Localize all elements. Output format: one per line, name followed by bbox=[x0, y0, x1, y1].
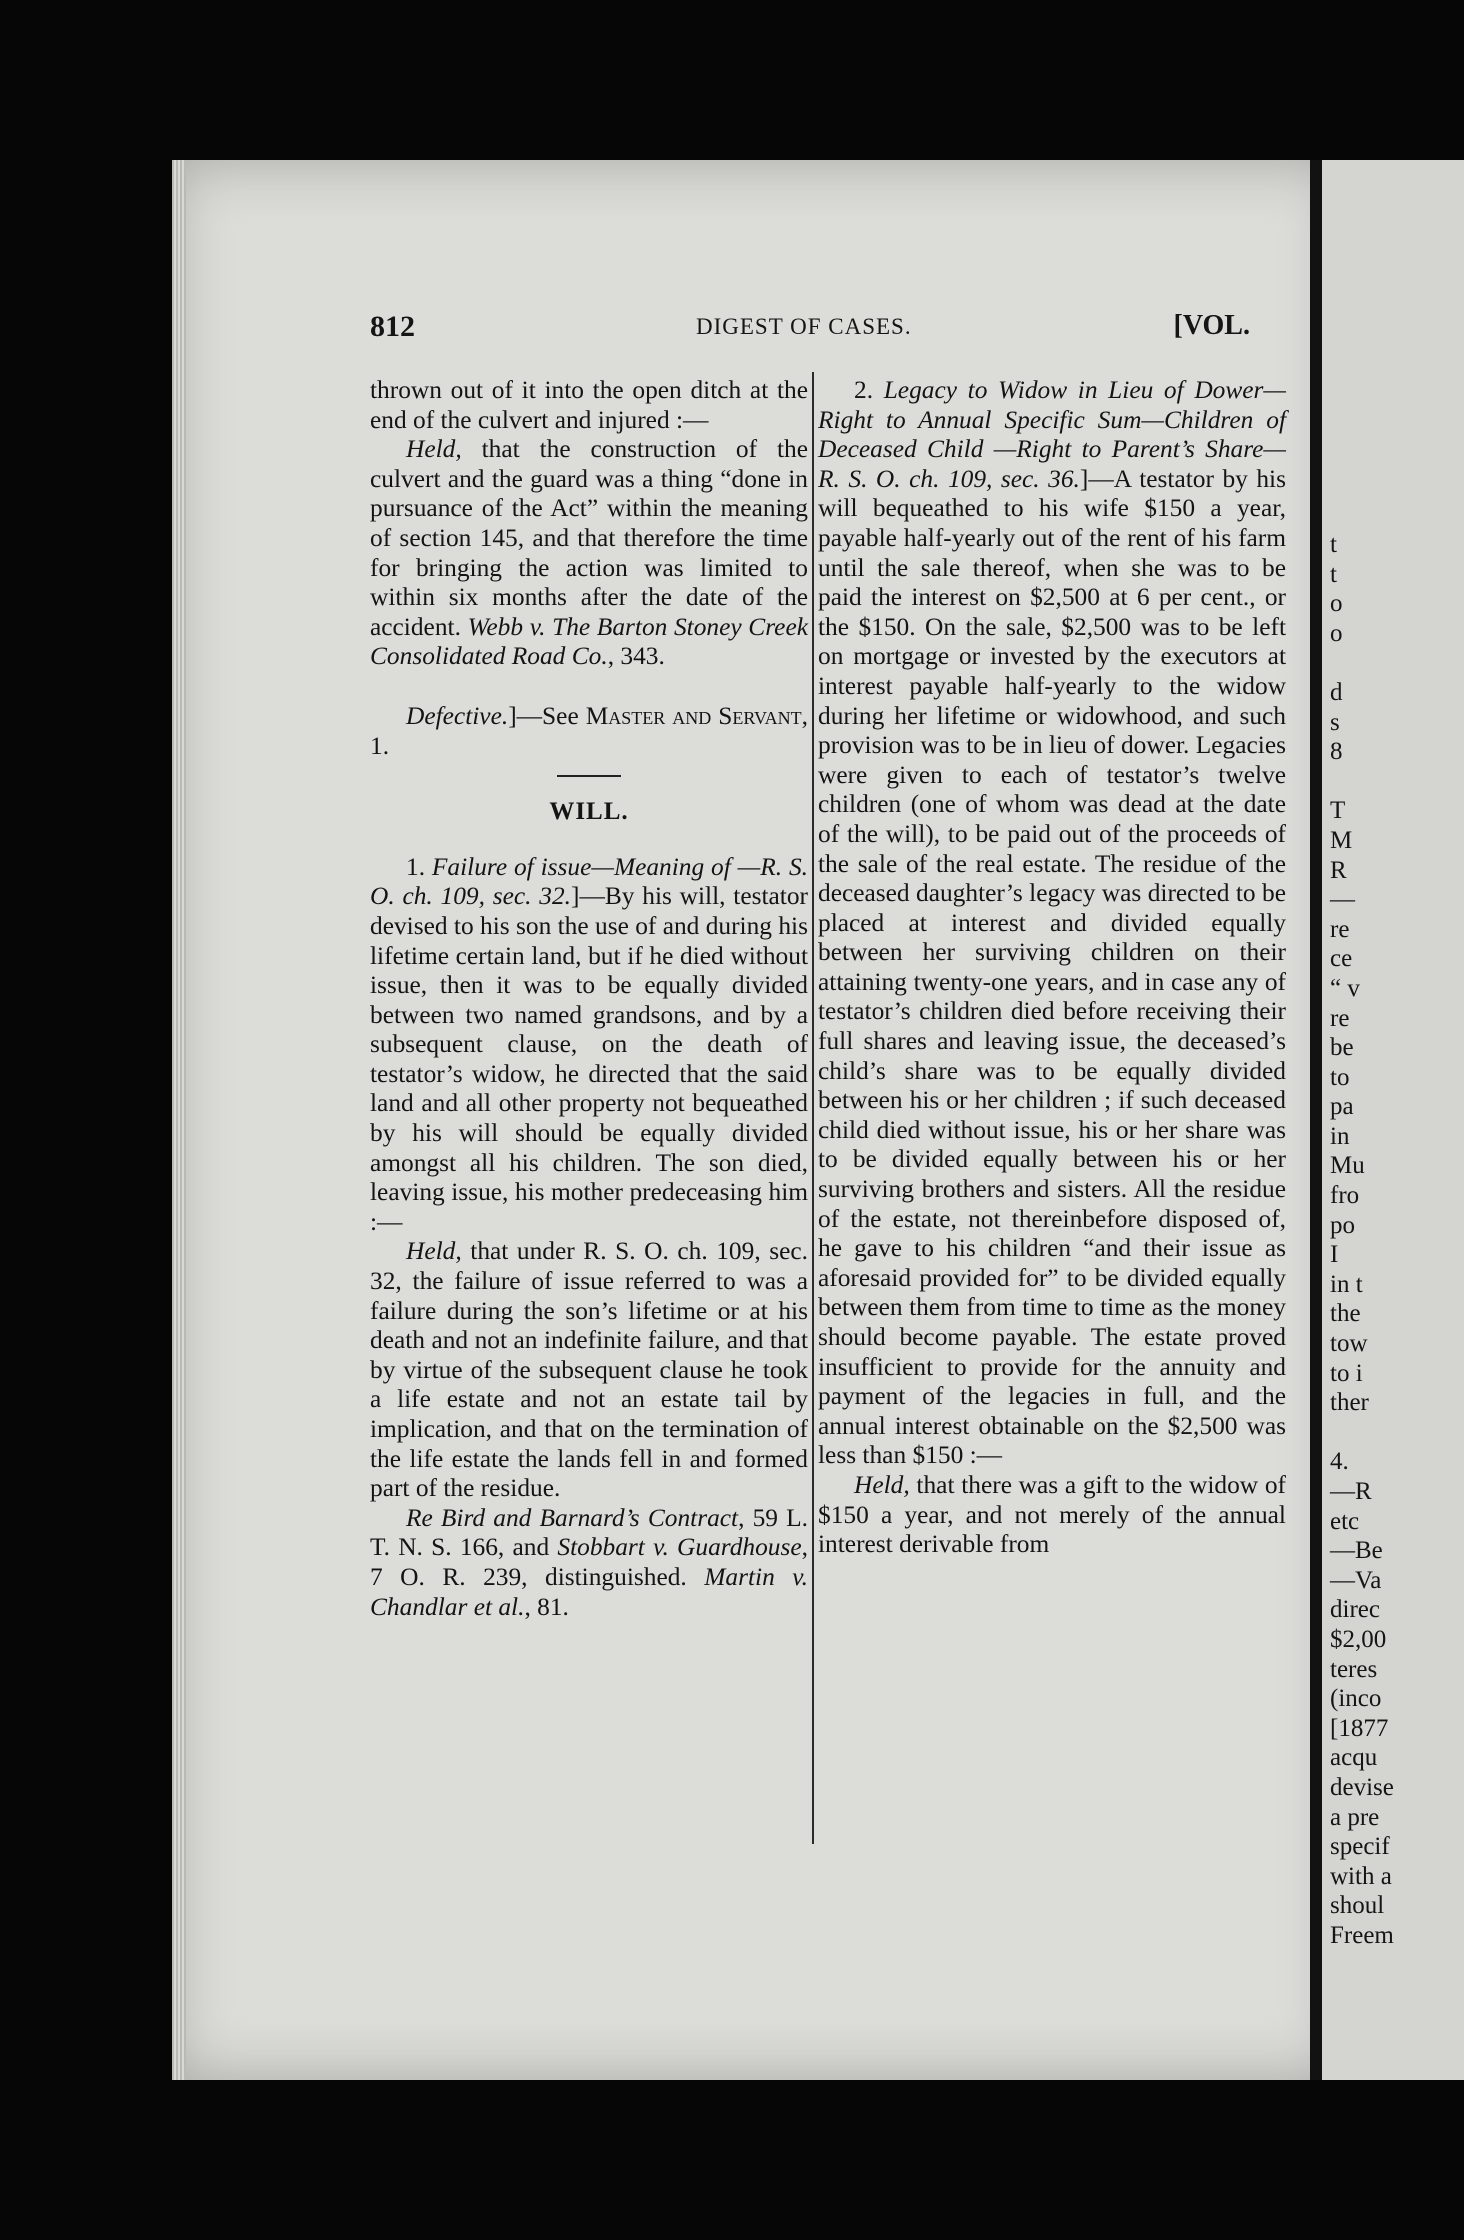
case-number: 1. bbox=[406, 852, 432, 881]
held-label: Held, bbox=[854, 1470, 910, 1499]
citation-case-3: Martin v. Chandlar et al. bbox=[370, 1562, 808, 1621]
held-paragraph-2 bbox=[370, 1237, 808, 1503]
case-title: Failure of issue—Meaning of —R. S. O. ch. 109, sec. 32. bbox=[370, 852, 809, 911]
paragraph-continuation: thrown out of it into the open ditch at the end of the culvert and injured :— bbox=[370, 376, 808, 434]
citation-case-2: Stobbart v. Guardhouse bbox=[557, 1533, 802, 1562]
left-column bbox=[370, 376, 808, 1622]
right-column bbox=[818, 376, 1286, 1560]
crossref-target: Master and Servant bbox=[585, 701, 802, 730]
running-head: DIGEST OF CASES. bbox=[696, 314, 912, 339]
crossref-number: , 1. bbox=[370, 701, 808, 760]
held-text: that the construction of the culvert and the guard was a thing “done in pursuance of the Act” within the meaning of section 145, and that therefore the time for bringing the action was limited to within six months after the date of the accident. bbox=[370, 435, 808, 641]
case-citation: Webb v. The Barton Stoney Creek Consolidated Road Co. bbox=[370, 612, 808, 671]
citation-ref-2: , 7 O. R. 239, distinguished. bbox=[370, 1533, 808, 1591]
held-paragraph-1 bbox=[370, 435, 808, 672]
held-label: Held, bbox=[406, 1237, 462, 1266]
citation-case-1: Re Bird and Barnard’s Contract bbox=[406, 1503, 739, 1532]
volume-marker: [VOL. bbox=[1173, 310, 1250, 341]
crossref-see: ]—See bbox=[508, 701, 586, 730]
facing-page bbox=[1322, 160, 1464, 2080]
page-edge-stack bbox=[172, 160, 186, 2080]
crossref-label: Defective. bbox=[406, 701, 509, 730]
case-entry-1 bbox=[370, 853, 808, 1238]
citation-ref-3: , 81. bbox=[524, 1592, 569, 1621]
case-number: 2. bbox=[854, 376, 884, 404]
citation-paragraph bbox=[370, 1504, 808, 1622]
column-divider bbox=[812, 372, 814, 1844]
held-paragraph-3 bbox=[818, 1471, 1286, 1560]
facing-page-text: t t o o d s 8 T M R — re ce “ v re be to pa in Mu fro po I in t the tow to i ther 4. —R etc —Be —Va direc $2,00 teres (inco [1877 acqu devise a pre specif with a shoul Freem bbox=[1330, 531, 1394, 1949]
citation-ref: , 343. bbox=[607, 642, 665, 671]
case-entry-2 bbox=[818, 376, 1286, 1471]
held-label: Held, bbox=[406, 435, 462, 464]
held-text: that there was a gift to the widow of $150 a year, and not merely of the annual interest derivable from bbox=[818, 1470, 1286, 1559]
spacer bbox=[370, 672, 808, 702]
case-body: ]—By his will, testator devised to his son the use of and during his lifetime certain land, but if he died without issue, then it was to be equally divided between two named grandsons, and by a subsequent clause, on the death of testator’s widow, he directed that the said land and all other property not bequeathed by his will should be equally divided amongst all his children. The son died, leaving issue, his mother predeceasing him :— bbox=[370, 882, 809, 1236]
page-header bbox=[370, 310, 1250, 350]
page-number: 812 bbox=[370, 310, 415, 343]
section-heading: WILL. bbox=[549, 798, 629, 826]
held-text: that under R. S. O. ch. 109, sec. 32, the failure of issue referred to was a failure during the son’s lifetime or at his death and not an indefinite failure, and that by virtue of the subsequent clause he took a life estate and not an estate tail by implication, and that on the termination of the life estate the lands fell in and formed part of the residue. bbox=[370, 1237, 808, 1503]
citation-ref-1: , 59 L. T. N. S. 166, and bbox=[370, 1503, 808, 1562]
cross-reference bbox=[370, 702, 808, 761]
case-body: ]—A testator by his will bequeathed to his wife $150 a year, payable half-yearly out of the rent of his farm until the sale thereof, when she was to be paid the interest on $2,500 at 6 per cent., or the $150. On the sale, $2,500 was to be left on mortgage or invested by the executors at interest payable half-yearly to the widow during her lifetime or widowhood, and such provision was to be in lieu of dower. Legacies were given to each of testator’s twelve children (one of whom was dead at the date of the will), to be paid out of the proceeds of the sale of the real estate. The residue of the deceased daughter’s legacy was directed to be placed at interest and divided equally between her surviving children on their attaining twenty-one years, and in case any of testator’s children died before receiving their full shares and leaving issue, the deceased’s child’s share was to be equally divided between his or her children ; if such deceased child died without issue, his or her share was to be divided equally between his or her surviving brothers and sisters. All the residue of the estate, not thereinbefore disposed of, he gave to his children “and their issue as aforesaid provided for” to be divided equally between them from time to time as the money should become payable. The estate proved insufficient to provide for the annuity and payment of the legacies in full, and the annual interest obtainable on the $2,500 was less than $150 :— bbox=[818, 464, 1286, 1470]
book-gutter bbox=[1310, 160, 1322, 2080]
case-title: Legacy to Widow in Lieu of Dower—Right to Annual Specific Sum—Children of Deceased Child —Right to Parent’s Share—R. S. O. ch. 109, sec. 36. bbox=[818, 376, 1287, 493]
section-rule bbox=[557, 775, 621, 777]
